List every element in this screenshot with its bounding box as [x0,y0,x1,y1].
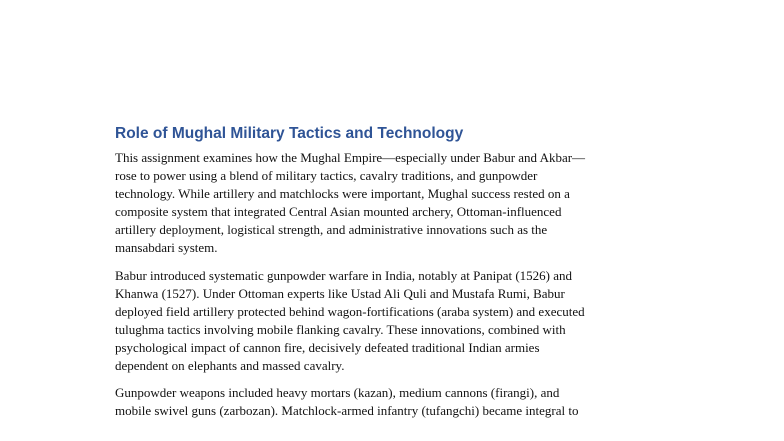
paragraph-line: Babur introduced systematic gunpowder warfare in India, notably at Panipat (1526) and [115,267,573,283]
paragraph-line: artillery deployment, logistical strength, and administrative innovations such as the [115,222,548,238]
paragraph-line: mobile swivel guns (zarbozan). Matchlock-armed infantry (tufangchi) became integral to [115,403,579,419]
document-body [115,124,675,429]
paragraph-gunpowder [115,384,675,420]
paragraph-line: technology. While artillery and matchlocks were important, Mughal success rested on a [115,186,570,202]
paragraph-line: tulughma tactics involving mobile flanking cavalry. These innovations, combined with [115,321,566,337]
paragraph-line: This assignment examines how the Mughal Empire—especially under Babur and Akbar— [115,150,586,165]
paragraph-line: psychological impact of cannon fire, decisively defeated traditional Indian armies [115,339,540,355]
paragraph-line: mansabdari system. [115,240,218,256]
paragraph-line: composite system that integrated Central Asian mounted archery, Ottoman-influenced [115,204,562,220]
paragraph-line: Gunpowder weapons included heavy mortars (kazan), medium cannons (firangi), and [115,385,560,401]
paragraph-line: Khanwa (1527). Under Ottoman experts like Ustad Ali Quli and Mustafa Rumi, Babur [115,285,565,301]
paragraph-babur [115,267,675,376]
paragraph-intro [115,149,675,258]
paragraph-line: deployed field artillery protected behind wagon-fortifications (araba system) and executed [115,303,585,319]
document-title: Role of Mughal Military Tactics and Technology [115,125,464,142]
paragraph-line: dependent on elephants and massed cavalry. [115,358,345,374]
paragraph-line: rose to power using a blend of military tactics, cavalry traditions, and gunpowder [115,168,538,184]
